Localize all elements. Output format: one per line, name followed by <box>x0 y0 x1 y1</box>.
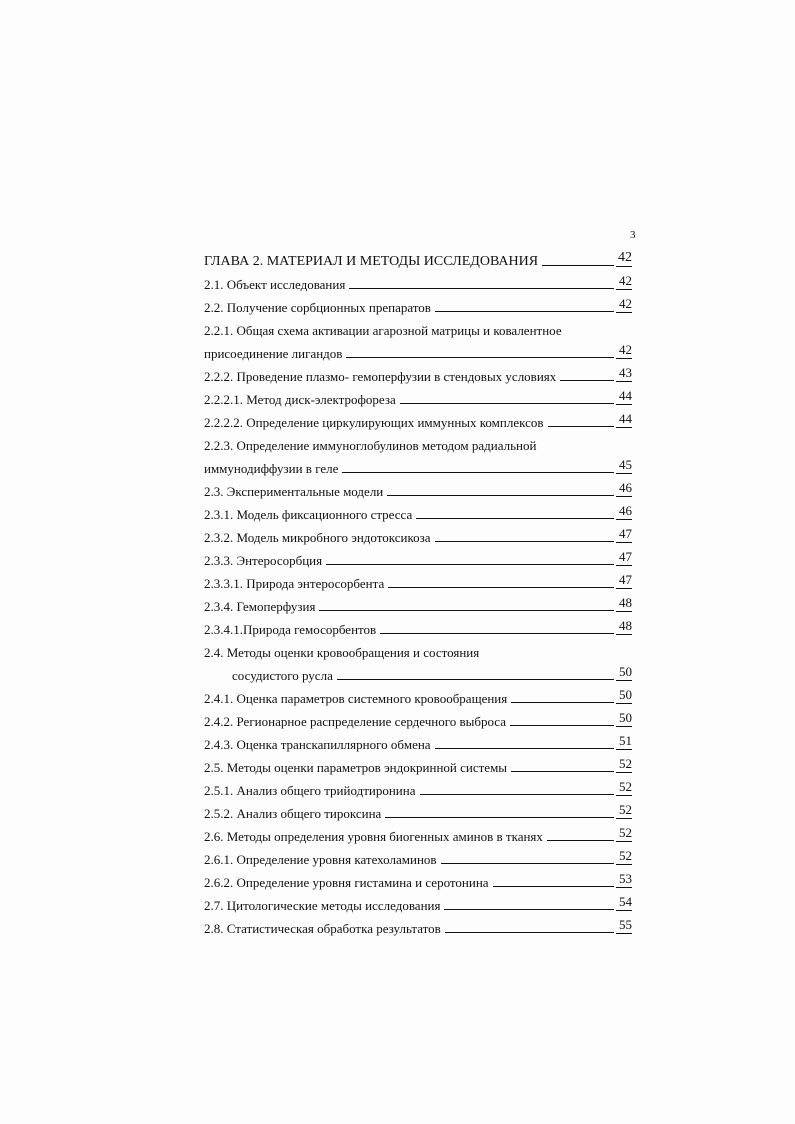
page-number: 3 <box>630 229 636 241</box>
toc-leader-line <box>387 494 614 496</box>
toc-leader-line <box>511 701 614 703</box>
toc-leader-line <box>560 379 614 381</box>
toc-entry-page: 45 <box>616 458 632 474</box>
toc-entry-title: 2.2.2. Проведение плазмо- гемоперфузии в стендовых условиях <box>204 369 557 384</box>
toc-entry-page: 52 <box>616 780 632 796</box>
toc-entry <box>204 499 632 522</box>
toc-entry-title: 2.4.1. Оценка параметров системного кровообращения <box>204 691 508 706</box>
toc-entry <box>204 522 632 545</box>
toc-leader-line <box>337 678 614 680</box>
toc-entry-title: сосудистого русла <box>232 668 333 683</box>
toc-entry-title: 2.3.1. Модель фиксационного стресса <box>204 507 413 522</box>
toc-leader-line <box>319 609 614 611</box>
toc-entry <box>204 706 632 729</box>
toc-entry <box>204 361 632 384</box>
toc-leader-line <box>380 632 614 634</box>
toc-entry <box>204 890 632 913</box>
toc-entry-page: 42 <box>618 250 632 265</box>
toc-leader-line <box>435 540 614 542</box>
toc-leader-line <box>542 264 614 266</box>
toc-entry-title: 2.3. Экспериментальные модели <box>204 484 384 499</box>
toc-entry-page: 43 <box>616 366 632 382</box>
toc-entry-title: 2.5.2. Анализ общего тироксина <box>204 806 382 821</box>
toc-entry-page: 46 <box>616 504 632 520</box>
toc-leader-line <box>441 862 614 864</box>
toc-entry <box>204 407 632 430</box>
toc-entry-title: 2.1. Объект исследования <box>204 277 346 292</box>
toc-entry-title: 2.3.4.1.Природа гемосорбентов <box>204 622 377 637</box>
toc-entry <box>204 246 632 269</box>
toc-entry <box>204 821 632 844</box>
toc-entry-title: 2.2.2.1. Метод диск-электрофореза <box>204 392 396 407</box>
toc-entry-page: 55 <box>616 918 632 934</box>
toc-entry-title: 2.2. Получение сорбционных препаратов <box>204 300 431 315</box>
toc-entry <box>204 338 632 361</box>
toc-entry-page: 47 <box>616 550 632 566</box>
toc-leader-line <box>444 908 614 910</box>
toc-entry <box>204 660 632 683</box>
toc-entry-title: 2.2.2.2. Определение циркулирующих иммунных комплексов <box>204 415 544 430</box>
toc-entry <box>204 798 632 821</box>
toc-entry-page: 50 <box>616 711 632 727</box>
toc-entry <box>204 430 632 453</box>
toc-entry <box>204 476 632 499</box>
toc-entry-title: 2.7. Цитологические методы исследования <box>204 898 441 913</box>
toc-entry <box>204 913 632 936</box>
toc-leader-line <box>547 839 614 841</box>
toc-entry-page: 48 <box>616 619 632 635</box>
toc-entry-page: 47 <box>616 527 632 543</box>
toc-entry-title: 2.6. Методы определения уровня биогенных аминов в тканях <box>204 829 543 844</box>
toc-entry <box>204 591 632 614</box>
toc-entry <box>204 614 632 637</box>
toc-leader-line <box>388 586 614 588</box>
toc-leader-line <box>548 425 614 427</box>
toc-entry-title: 2.3.4. Гемоперфузия <box>204 599 316 614</box>
toc-entry-page: 52 <box>616 849 632 865</box>
toc-entry-title: 2.4.3. Оценка транскапиллярного обмена <box>204 737 431 752</box>
toc-leader-line <box>445 931 614 933</box>
toc-leader-line <box>510 724 614 726</box>
toc-entry-title: 2.6.2. Определение уровня гистамина и серотонина <box>204 875 489 890</box>
toc-entry <box>204 844 632 867</box>
toc-entry <box>204 568 632 591</box>
toc-entry <box>204 453 632 476</box>
toc-entry <box>204 637 632 660</box>
toc-entry <box>204 384 632 407</box>
toc-entry <box>204 867 632 890</box>
toc-entry-title: 2.6.1. Определение уровня катехоламинов <box>204 852 437 867</box>
toc-entry-page: 48 <box>616 596 632 612</box>
toc-entry-page: 50 <box>616 688 632 704</box>
toc-leader-line <box>435 747 614 749</box>
toc-entry <box>204 775 632 798</box>
toc-entry-page: 44 <box>616 389 632 405</box>
toc-entry <box>204 292 632 315</box>
toc-leader-line <box>342 471 614 473</box>
toc-entry-title: присоединение лигандов <box>204 346 343 361</box>
toc-leader-line <box>400 402 614 404</box>
toc-entry-page: 51 <box>616 734 632 750</box>
toc-entry <box>204 545 632 568</box>
toc-entry-page: 52 <box>616 826 632 842</box>
toc-entry-page: 52 <box>616 803 632 819</box>
toc-leader-line <box>346 356 614 358</box>
toc-leader-line <box>326 563 614 565</box>
toc-entry-title: иммунодиффузии в геле <box>204 461 339 476</box>
toc-leader-line <box>416 517 614 519</box>
toc-entry-title: 2.3.3. Энтеросорбция <box>204 553 323 568</box>
toc-entry-page: 42 <box>616 343 632 359</box>
toc-entry-page: 47 <box>616 573 632 589</box>
toc-entry-page: 54 <box>616 895 632 911</box>
toc-entry-title: ГЛАВА 2. МАТЕРИАЛ И МЕТОДЫ ИССЛЕДОВАНИЯ <box>204 254 539 269</box>
toc-entry-page: 42 <box>616 297 632 313</box>
toc-entry-title: 2.2.1. Общая схема активации агарозной матрицы и ковалентное <box>204 323 562 338</box>
table-of-contents <box>204 246 632 936</box>
toc-entry-title: 2.5. Методы оценки параметров эндокринной системы <box>204 760 508 775</box>
toc-entry-page: 53 <box>616 872 632 888</box>
toc-leader-line <box>435 310 614 312</box>
toc-entry <box>204 315 632 338</box>
toc-entry <box>204 683 632 706</box>
toc-leader-line <box>420 793 615 795</box>
toc-entry-title: 2.8. Статистическая обработка результатов <box>204 921 441 936</box>
toc-entry <box>204 752 632 775</box>
toc-entry-title: 2.4.2. Регионарное распределение сердечного выброса <box>204 714 507 729</box>
toc-entry-title: 2.5.1. Анализ общего трийодтиронина <box>204 783 416 798</box>
toc-leader-line <box>493 885 614 887</box>
toc-leader-line <box>385 816 614 818</box>
toc-entry-title: 2.2.3. Определение иммуноглобулинов методом радиальной <box>204 438 537 453</box>
toc-entry-title: 2.3.2. Модель микробного эндотоксикоза <box>204 530 431 545</box>
toc-leader-line <box>349 287 614 289</box>
toc-entry <box>204 729 632 752</box>
toc-entry-page: 46 <box>616 481 632 497</box>
toc-leader-line <box>511 770 614 772</box>
toc-entry-page: 44 <box>616 412 632 428</box>
toc-entry-page: 52 <box>616 757 632 773</box>
toc-entry-page: 42 <box>616 274 632 290</box>
toc-entry-page: 50 <box>616 665 632 681</box>
toc-entry-title: 2.4. Методы оценки кровообращения и состояния <box>204 645 480 660</box>
toc-entry-title: 2.3.3.1. Природа энтеросорбента <box>204 576 385 591</box>
toc-entry <box>204 269 632 292</box>
